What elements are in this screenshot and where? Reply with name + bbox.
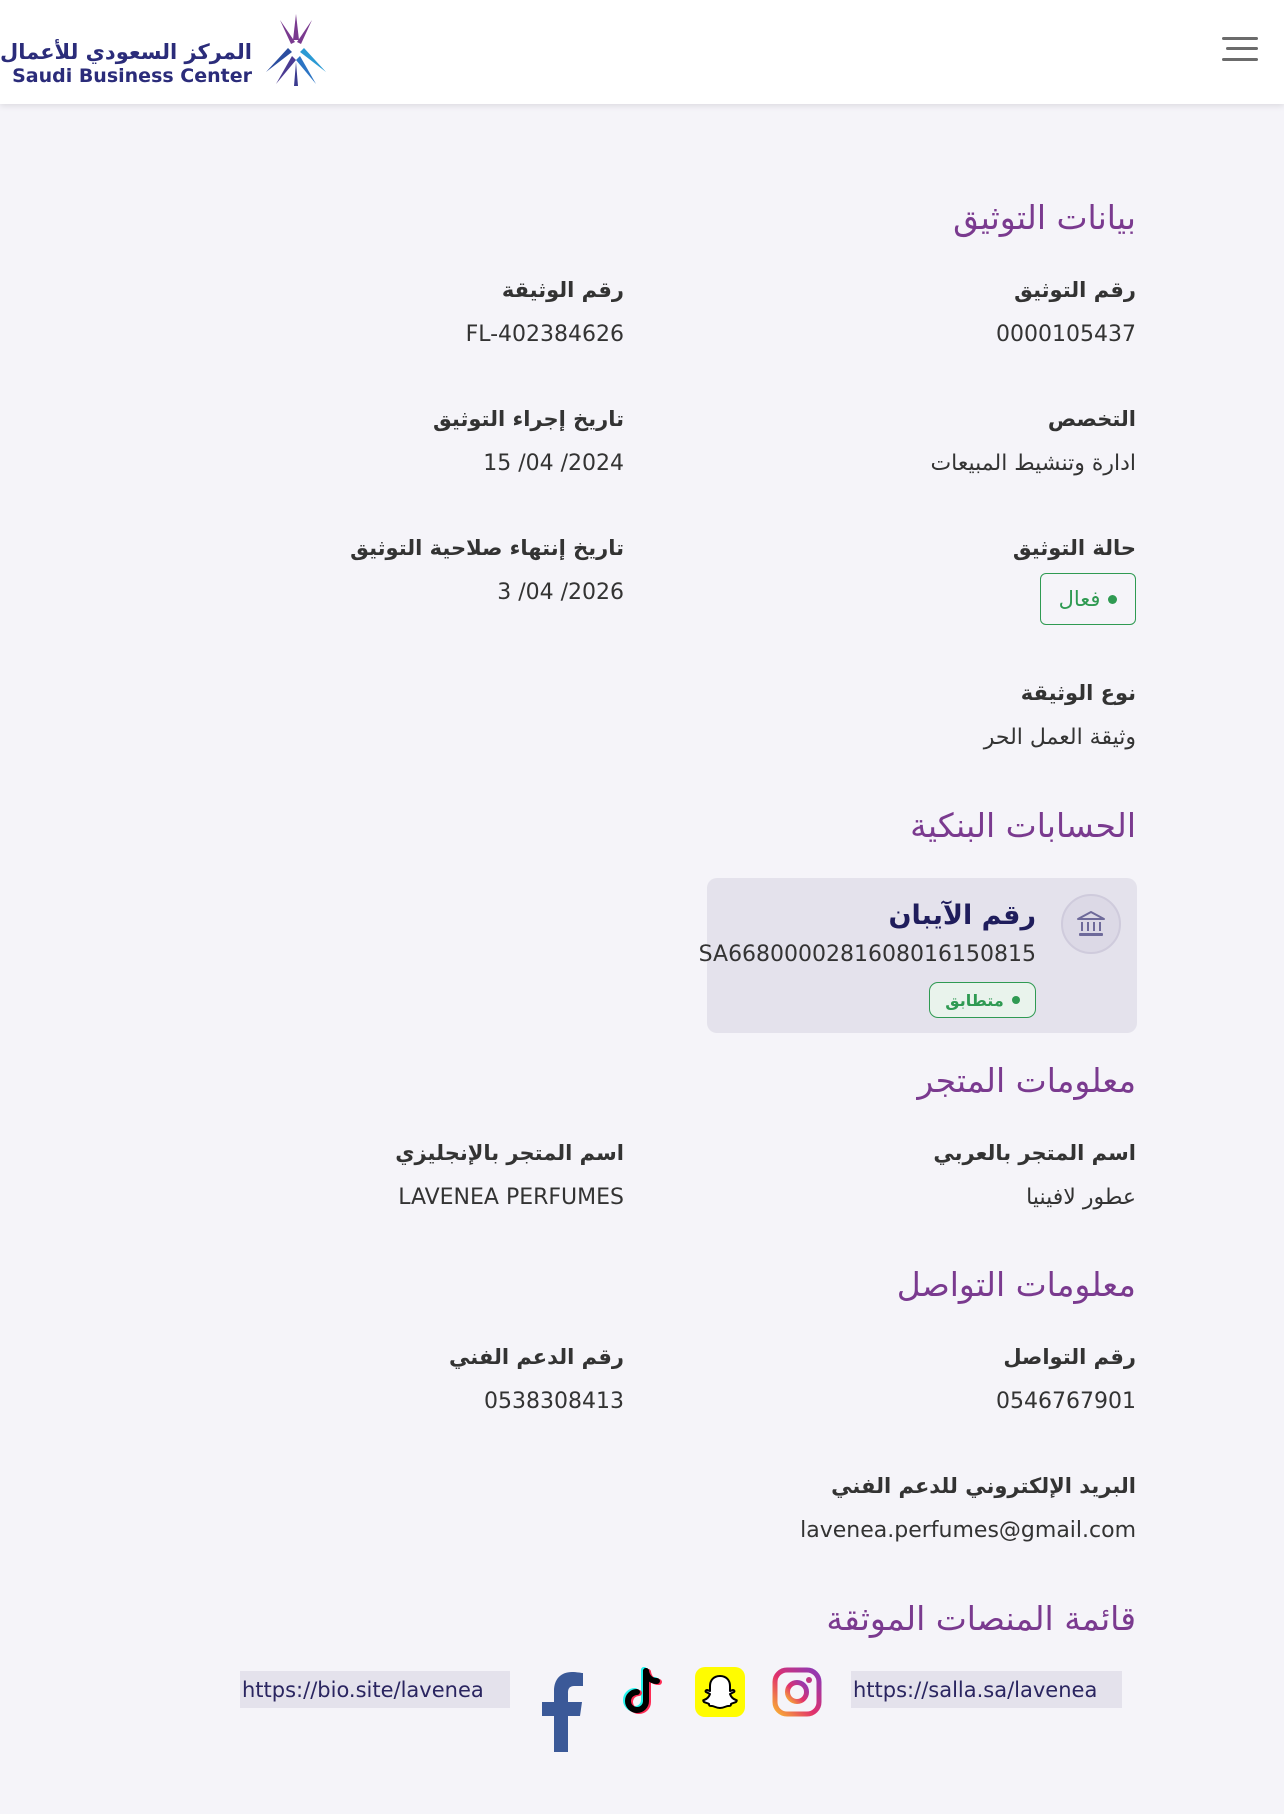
match-dot xyxy=(1012,996,1020,1004)
verification-date-value: 15 /04 /2024 xyxy=(483,451,624,476)
menu-button[interactable] xyxy=(1222,34,1258,64)
verification-number-label: رقم التوثيق xyxy=(1014,278,1136,302)
verification-section-title: بيانات التوثيق xyxy=(953,198,1136,237)
contact-phone-value: 0546767901 xyxy=(996,1389,1136,1414)
salla-link[interactable]: https://salla.sa/lavenea xyxy=(851,1671,1122,1708)
contact-phone-label: رقم التواصل xyxy=(1003,1345,1136,1369)
expiry-date-label: تاريخ إنتهاء صلاحية التوثيق xyxy=(350,536,624,560)
document-type-label: نوع الوثيقة xyxy=(1020,681,1136,705)
snapchat-icon[interactable] xyxy=(695,1667,745,1717)
store-name-en-value: LAVENEA PERFUMES xyxy=(398,1185,624,1210)
store-name-ar-value: عطور لافينيا xyxy=(1026,1185,1136,1210)
bank-icon xyxy=(1061,894,1121,954)
expiry-date-value: 3 /04 /2026 xyxy=(497,580,624,605)
specialty-label: التخصص xyxy=(1047,407,1136,431)
support-phone-label: رقم الدعم الفني xyxy=(449,1345,624,1369)
facebook-icon[interactable] xyxy=(536,1668,586,1752)
verification-status-label: حالة التوثيق xyxy=(1012,536,1136,560)
status-dot xyxy=(1108,595,1117,604)
instagram-icon[interactable] xyxy=(772,1667,822,1717)
match-badge xyxy=(929,982,1036,1018)
document-number-value: FL-402384626 xyxy=(465,322,624,347)
iban-number: SA6680000281608016150815 xyxy=(698,942,1036,967)
tiktok-icon[interactable] xyxy=(618,1667,668,1719)
store-name-en-label: اسم المتجر بالإنجليزي xyxy=(395,1141,624,1165)
logo-arabic-text: المركز السعودي للأعمال xyxy=(0,40,252,64)
verification-date-label: تاريخ إجراء التوثيق xyxy=(432,407,624,431)
iban-label: رقم الآيبان xyxy=(888,900,1036,931)
support-email-label: البريد الإلكتروني للدعم الفني xyxy=(831,1474,1136,1498)
verification-number-value: 0000105437 xyxy=(996,322,1136,347)
store-name-ar-label: اسم المتجر بالعربي xyxy=(933,1141,1136,1165)
match-text: متطابق xyxy=(945,990,1004,1010)
support-email-value: lavenea.perfumes@gmail.com xyxy=(800,1518,1136,1543)
support-phone-value: 0538308413 xyxy=(484,1389,624,1414)
specialty-value: ادارة وتنشيط المبيعات xyxy=(930,451,1136,476)
iban-card xyxy=(698,878,1137,1033)
bio-site-link[interactable]: https://bio.site/lavenea xyxy=(240,1671,510,1708)
logo-english-text: Saudi Business Center xyxy=(12,65,252,87)
bank-section-title: الحسابات البنكية xyxy=(910,806,1136,845)
saudi-business-center-logo[interactable] xyxy=(0,12,334,88)
contact-section-title: معلومات التواصل xyxy=(896,1265,1136,1304)
platforms-section-title: قائمة المنصات الموثقة xyxy=(826,1599,1136,1638)
logo-mark-icon xyxy=(258,12,334,88)
document-number-label: رقم الوثيقة xyxy=(501,278,624,302)
top-bar xyxy=(0,0,1284,104)
status-badge xyxy=(1040,573,1136,625)
store-section-title: معلومات المتجر xyxy=(917,1061,1136,1100)
status-text: فعال xyxy=(1058,587,1101,611)
document-type-value: وثيقة العمل الحر xyxy=(983,725,1136,750)
